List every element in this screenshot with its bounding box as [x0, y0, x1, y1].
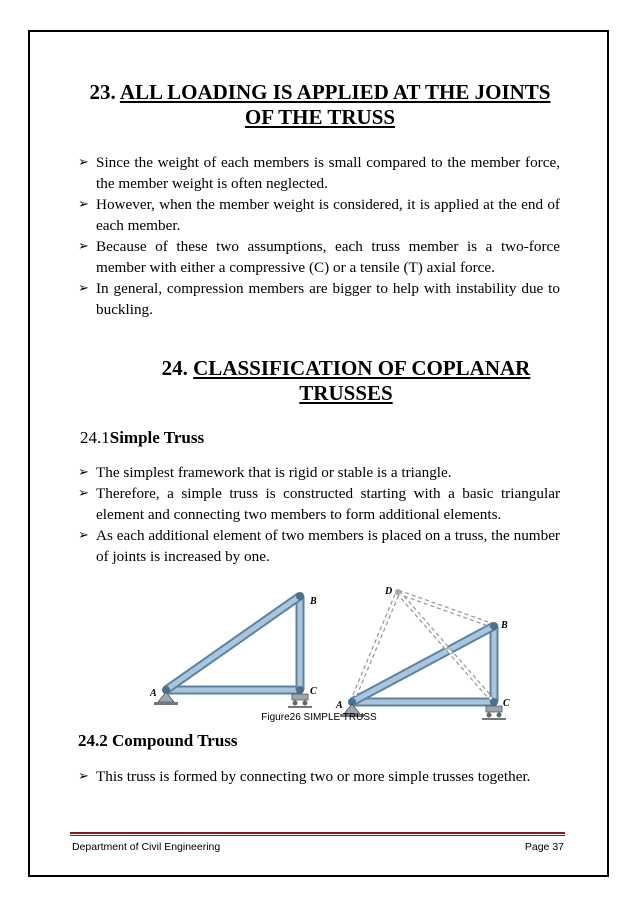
subsection-24-1-number: 24.1: [80, 428, 110, 447]
list-item: [78, 278, 560, 320]
left-member-ab-highlight: [166, 596, 300, 690]
subsection-24-1-title: Simple Truss: [109, 428, 205, 447]
bullet-text: Therefore, a simple truss is constructed starting with a basic triangular element and connecting two members to form additional elements.: [96, 485, 560, 523]
simple-truss-figure: [0, 582, 638, 722]
bullet-text: In general, compression members are bigger to help with instability due to buckling.: [96, 280, 560, 318]
subsection-24-1-heading: [80, 428, 204, 448]
left-truss: [149, 592, 317, 708]
section-23-title-line2: OF THE TRUSS: [244, 105, 396, 129]
section-24-title-line1: CLASSIFICATION OF COPLANAR: [193, 356, 531, 380]
section-24-heading: [96, 356, 596, 406]
section-23-heading: [70, 80, 570, 130]
arrow-bullet-icon: ➢: [78, 465, 89, 480]
left-label-b: B: [310, 596, 317, 607]
left-joint-b: [296, 592, 304, 600]
right-joint-d: [395, 589, 401, 595]
arrow-bullet-icon: ➢: [78, 486, 89, 501]
list-item: [78, 525, 560, 567]
bullet-text: Because of these two assumptions, each truss member is a two-force member with either a compressive (C) or a tensile (T) axial force.: [96, 238, 560, 276]
left-label-c: C: [310, 686, 317, 697]
right-joint-b: [490, 622, 498, 630]
list-item: [78, 236, 560, 278]
arrow-bullet-icon: ➢: [78, 197, 89, 212]
left-ground-a: [154, 702, 178, 705]
bullet-text: The simplest framework that is rigid or stable is a triangle.: [96, 464, 452, 481]
arrow-bullet-icon: ➢: [78, 528, 89, 543]
section-24-1-bullet-list: [78, 462, 560, 567]
arrow-bullet-icon: ➢: [78, 281, 89, 296]
bullet-text: However, when the member weight is considered, it is applied at the end of each member.: [96, 196, 560, 234]
figure-caption: Figure26 SIMPLE TRUSS: [261, 712, 377, 723]
left-roller-c1: [293, 701, 298, 706]
right-member-ab-highlight: [352, 626, 494, 702]
footer-rule-thin: [70, 835, 565, 836]
list-item: [78, 194, 560, 236]
section-24-title-line2: TRUSSES: [299, 381, 393, 405]
list-item: [78, 483, 560, 525]
section-24-number: 24.: [161, 356, 188, 380]
section-23-bullet-list: [78, 152, 560, 320]
left-roller-support-c: [292, 694, 308, 700]
list-item: [78, 152, 560, 194]
right-label-a: A: [336, 700, 343, 711]
footer-department: Department of Civil Engineering: [72, 841, 221, 853]
list-item: [78, 462, 560, 483]
section-24-2-bullet-list: [78, 766, 560, 787]
bullet-text: This truss is formed by connecting two or more simple trusses together.: [96, 768, 531, 785]
footer-rule-thick: [70, 832, 565, 834]
arrow-bullet-icon: ➢: [78, 155, 89, 170]
arrow-bullet-icon: ➢: [78, 769, 89, 784]
arrow-bullet-icon: ➢: [78, 239, 89, 254]
footer-page-number: Page 37: [524, 841, 564, 853]
subsection-24-2-title: Compound Truss: [112, 731, 238, 750]
left-ground-c: [288, 706, 312, 708]
section-23-title-line1: ALL LOADING IS APPLIED AT THE JOINTS: [119, 80, 551, 104]
bullet-text: As each additional element of two members is placed on a truss, the number of joints is increased by one.: [96, 527, 560, 565]
subsection-24-2-number: 24.2: [78, 731, 108, 750]
section-23-number: 23.: [89, 80, 116, 104]
right-truss: [335, 586, 510, 720]
right-label-b: B: [501, 620, 508, 631]
bullet-text: Since the weight of each members is small compared to the member force, the member weight is often neglected.: [96, 154, 560, 192]
right-label-d: D: [385, 586, 393, 597]
left-joint-c: [296, 686, 304, 694]
right-joint-c: [490, 698, 498, 706]
list-item: [78, 766, 560, 787]
left-roller-c2: [303, 701, 308, 706]
left-label-a: A: [150, 688, 157, 699]
subsection-24-2-heading: [78, 731, 238, 751]
right-label-c: C: [503, 698, 510, 709]
